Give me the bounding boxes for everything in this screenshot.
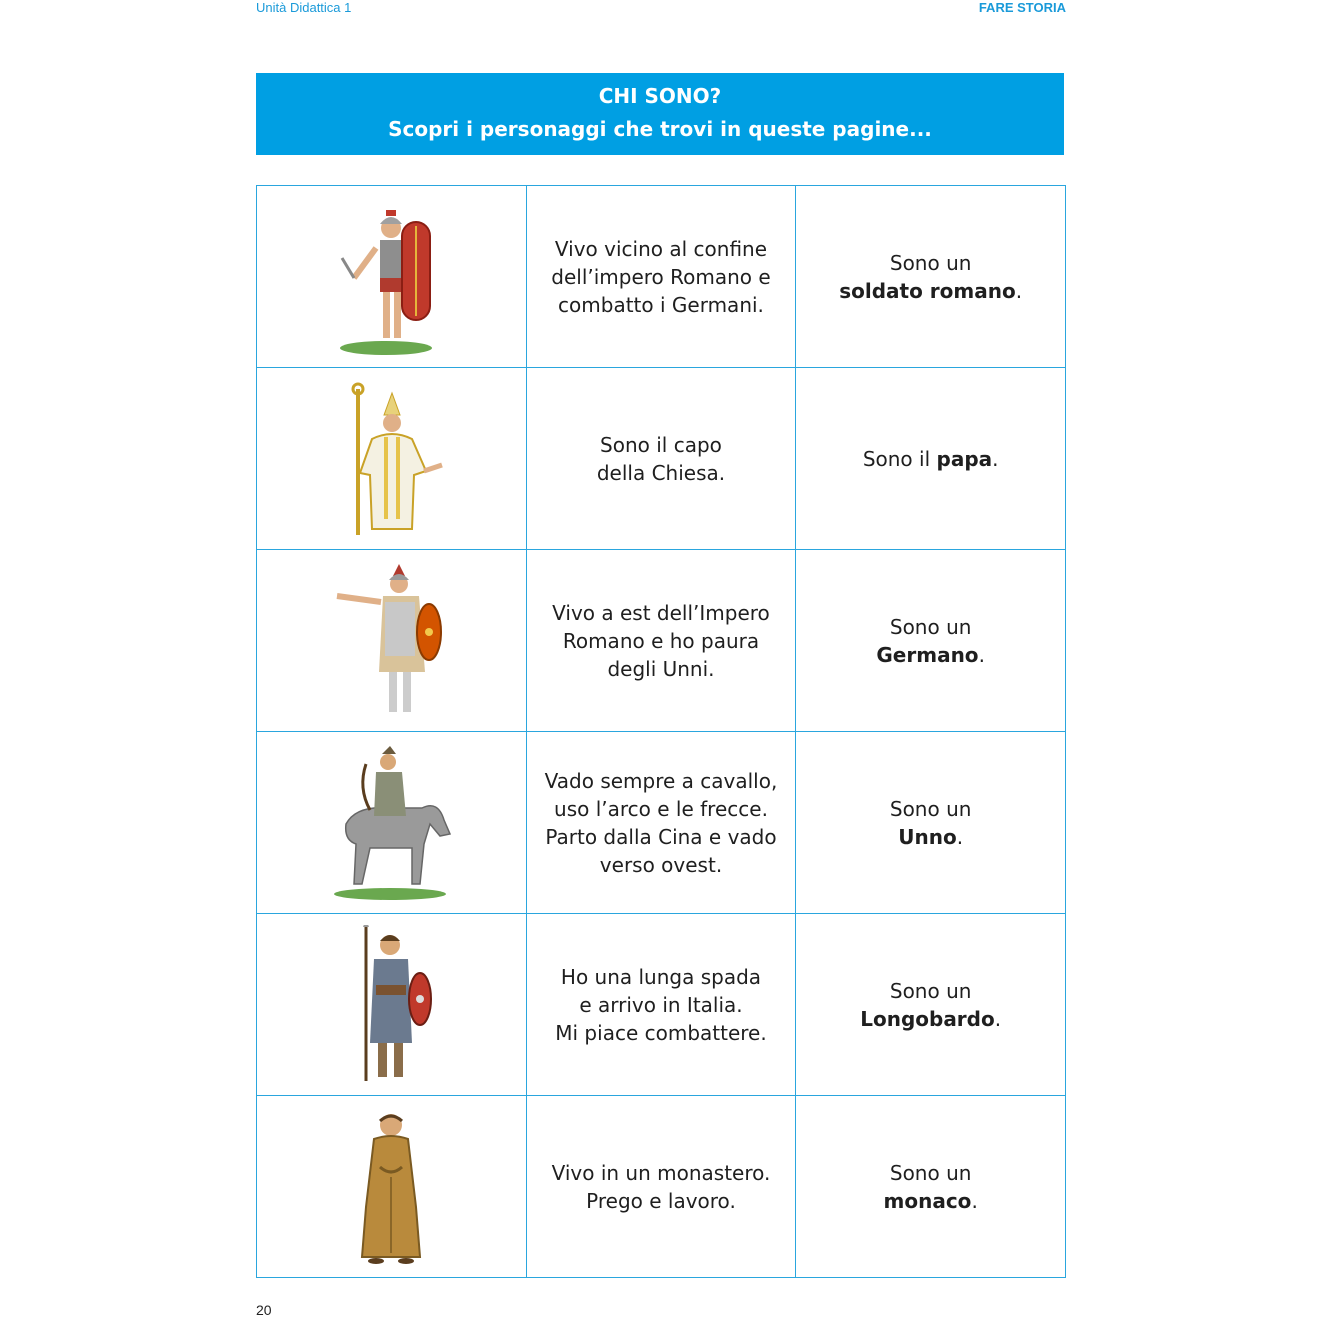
description-line: e arrivo in Italia. bbox=[579, 992, 743, 1017]
page-number: 20 bbox=[256, 1302, 272, 1318]
description-line: uso l’arco e le frecce. bbox=[554, 796, 768, 821]
description-line: Sono il capo bbox=[600, 432, 722, 457]
roman-soldier-figure bbox=[336, 198, 446, 356]
answer-name: papa bbox=[936, 446, 993, 471]
answer-prefix: Sono il bbox=[862, 446, 931, 471]
description-line: Vado sempre a cavallo, bbox=[544, 768, 778, 793]
monk-figure bbox=[346, 1107, 436, 1267]
answer-cell bbox=[796, 1096, 1066, 1278]
table-row bbox=[257, 550, 1066, 732]
answer-name: monaco bbox=[883, 1188, 972, 1213]
answer-text bbox=[796, 445, 1065, 473]
description-line: Vivo vicino al confine bbox=[554, 236, 768, 261]
answer-text bbox=[796, 795, 1065, 851]
description-cell bbox=[526, 914, 796, 1096]
answer-suffix: . bbox=[971, 1188, 978, 1213]
figure-cell bbox=[257, 368, 527, 550]
description-cell bbox=[526, 368, 796, 550]
description-line: dell’impero Romano e bbox=[551, 264, 771, 289]
description-line: Vivo a est dell’Impero bbox=[552, 600, 770, 625]
answer-name: Germano bbox=[876, 642, 979, 667]
table-row bbox=[257, 1096, 1066, 1278]
answer-prefix: Sono un bbox=[889, 796, 972, 821]
figure-cell bbox=[257, 732, 527, 914]
description-text bbox=[527, 235, 796, 319]
answer-name: Longobardo bbox=[860, 1006, 995, 1031]
description-text bbox=[527, 1159, 796, 1215]
answer-text bbox=[796, 1159, 1065, 1215]
description-line: Prego e lavoro. bbox=[586, 1188, 736, 1213]
answer-name: Unno bbox=[898, 824, 957, 849]
description-line: combatto i Germani. bbox=[558, 292, 764, 317]
description-line: verso ovest. bbox=[599, 852, 723, 877]
description-line: della Chiesa. bbox=[596, 460, 726, 485]
answer-cell bbox=[796, 186, 1066, 368]
description-line: Vivo in un monastero. bbox=[551, 1160, 771, 1185]
answer-suffix: . bbox=[956, 824, 964, 849]
table-row bbox=[257, 186, 1066, 368]
unit-label: Unità Didattica 1 bbox=[256, 0, 352, 15]
table-row bbox=[257, 732, 1066, 914]
pope-figure bbox=[336, 379, 446, 539]
answer-text bbox=[796, 613, 1065, 669]
answer-cell bbox=[796, 732, 1066, 914]
answer-suffix: . bbox=[978, 642, 985, 667]
figure-cell bbox=[257, 550, 527, 732]
answer-prefix: Sono un bbox=[889, 250, 972, 275]
answer-cell bbox=[796, 550, 1066, 732]
description-line: Romano e ho paura bbox=[562, 628, 760, 653]
table-row bbox=[257, 914, 1066, 1096]
figure-cell bbox=[257, 1096, 527, 1278]
answer-text bbox=[796, 249, 1065, 305]
answer-prefix: Sono un bbox=[889, 1160, 972, 1185]
description-cell bbox=[526, 1096, 796, 1278]
answer-prefix: Sono un bbox=[889, 614, 972, 639]
section-label: FARE STORIA bbox=[978, 0, 1066, 15]
description-line: Mi piace combattere. bbox=[555, 1020, 767, 1045]
answer-cell bbox=[796, 368, 1066, 550]
answer-text bbox=[796, 977, 1065, 1033]
description-cell bbox=[526, 186, 796, 368]
answer-cell bbox=[796, 914, 1066, 1096]
hun-horseman-figure bbox=[326, 744, 456, 902]
lombard-warrior-figure bbox=[336, 925, 446, 1085]
description-text bbox=[527, 963, 796, 1047]
description-cell bbox=[526, 732, 796, 914]
figure-cell bbox=[257, 914, 527, 1096]
answer-suffix: . bbox=[1015, 278, 1023, 303]
description-line: Ho una lunga spada bbox=[560, 964, 762, 989]
description-text bbox=[527, 767, 796, 879]
banner-title: CHI SONO? bbox=[598, 84, 722, 108]
figure-cell bbox=[257, 186, 527, 368]
description-text bbox=[527, 599, 796, 683]
description-line: Parto dalla Cina e vado bbox=[545, 824, 777, 849]
characters-table bbox=[256, 185, 1066, 1278]
answer-suffix: . bbox=[992, 446, 999, 471]
answer-suffix: . bbox=[994, 1006, 1002, 1031]
title-banner bbox=[256, 73, 1064, 155]
banner-subtitle: Scopri i personaggi che trovi in queste pagine... bbox=[388, 117, 932, 141]
answer-name: soldato romano bbox=[839, 278, 1016, 303]
germanic-warrior-figure bbox=[331, 562, 451, 720]
description-cell bbox=[526, 550, 796, 732]
answer-prefix: Sono un bbox=[889, 978, 972, 1003]
table-row bbox=[257, 368, 1066, 550]
description-line: degli Unni. bbox=[607, 656, 715, 681]
description-text bbox=[527, 431, 796, 487]
